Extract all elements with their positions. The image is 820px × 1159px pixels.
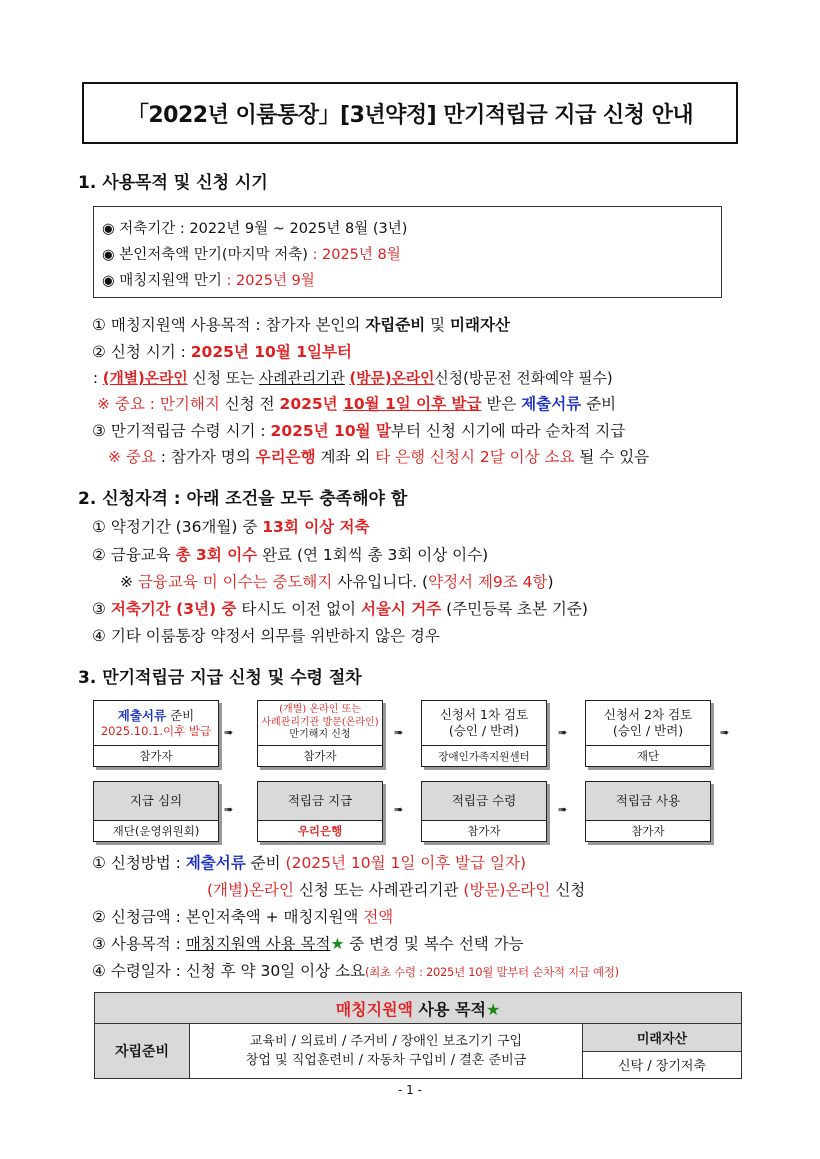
text: 부터 신청 시기에 따라 순차적 지급 xyxy=(390,422,626,440)
item-number: ① xyxy=(92,854,106,872)
s1-item-1 xyxy=(92,313,510,335)
item-number: ④ xyxy=(92,962,106,980)
period-row-matching-value: : 2025년 9월 xyxy=(226,273,315,289)
text: 교육비 / 의료비 / 주거비 / 장애인 보조기기 구입 xyxy=(249,1033,523,1049)
arrow-right-icon: ➠ xyxy=(720,726,730,739)
text: 지급 심의 xyxy=(129,793,183,809)
text: 매칭지원액 사용목적 : 참가자 본인의 xyxy=(110,316,366,334)
text: 신청(방문전 전화예약 필수) xyxy=(434,370,613,387)
text: 13회 이상 저축 xyxy=(262,518,370,536)
text: ) xyxy=(547,573,554,591)
star-icon: ★ xyxy=(330,935,345,953)
future-label: 미래자산 xyxy=(583,1024,742,1052)
text: 계좌 외 xyxy=(315,448,376,466)
arrow-right-icon: ➠ xyxy=(394,803,404,816)
s3-item-1 xyxy=(92,851,526,873)
text: 약정서 제9조 4항 xyxy=(428,573,548,591)
text: (승인 / 반려) xyxy=(448,723,520,738)
flow-step-top xyxy=(258,782,382,821)
s2-item-2 xyxy=(92,543,488,565)
section-2-heading: 2. 신청자격 : 아래 조건을 모두 충족해야 함 xyxy=(78,489,408,509)
text: 신청서 1차 검토 xyxy=(439,707,529,723)
period-row-own-label: 본인저축액 만기(마지막 저축) xyxy=(119,247,313,263)
text: : 참가자 명의 xyxy=(155,448,256,466)
flow-step-use xyxy=(585,781,711,842)
item-number: ① xyxy=(92,316,106,334)
flow-step-actor: 재단(운영위원회) xyxy=(112,824,200,838)
item-number: ③ xyxy=(92,422,106,440)
text: 사례관리기관 방문(온라인) xyxy=(261,716,379,728)
flow-step-actor: 참가자 xyxy=(303,749,337,763)
text: 타 은행 신청시 2달 이상 소요 xyxy=(375,448,575,466)
title-text: 「2022년 이룸통장」[3년약정] 만기적립금 지급 신청 안내 xyxy=(126,102,694,128)
row-label: 자립준비 xyxy=(95,1024,190,1079)
text: (개별) 온라인 또는 xyxy=(279,704,361,716)
text: 제출서류 xyxy=(521,395,582,413)
flow-step-payment-review xyxy=(93,781,219,842)
section-3-heading: 3. 만기적립금 지급 신청 및 수령 절차 xyxy=(78,668,362,688)
text: 중 변경 및 복수 선택 가능 xyxy=(344,935,524,953)
flow-step-actor: 재단 xyxy=(636,749,660,763)
flow-step-top xyxy=(586,782,710,821)
flow-step-apply-cancel xyxy=(257,700,383,767)
purpose-table xyxy=(94,992,742,1079)
text: 신청방법 : xyxy=(110,854,186,872)
flow-step-actor: 참가자 xyxy=(467,824,501,838)
text: : xyxy=(93,370,103,387)
section-1-heading: 1. 사용목적 및 신청 시기 xyxy=(78,173,268,193)
period-row-savings-text: 저축기간 : 2022년 9월 ~ 2025년 8월 (3년) xyxy=(119,221,408,237)
text: (방문)온라인 xyxy=(463,881,551,899)
text: 2025년 10월 말 xyxy=(270,422,391,440)
text: 2025년 10월 1일부터 xyxy=(190,343,352,361)
text: 제출서류 xyxy=(185,854,246,872)
text: (최초 수령 : 2025년 10월 말부터 순차적 지급 예정) xyxy=(364,965,619,979)
text: ※ 중요 xyxy=(108,448,156,466)
text: 준비 xyxy=(581,395,617,413)
row-items xyxy=(190,1024,583,1079)
flow-step-actor: 장애인가족지원센터 xyxy=(438,750,530,763)
item-number: ④ xyxy=(92,627,106,645)
text: 사용목적 : xyxy=(110,935,186,953)
text: 매칭지원액 xyxy=(335,999,413,1019)
item-number: ③ xyxy=(92,935,106,953)
arrow-right-icon: ➠ xyxy=(394,726,404,739)
text: 수령일자 : 신청 후 약 30일 이상 소요 xyxy=(110,962,365,980)
s1-item-3 xyxy=(92,419,625,441)
arrow-right-icon: ➠ xyxy=(558,803,568,816)
text: 사용 목적 xyxy=(412,999,486,1019)
flow-step-top xyxy=(258,701,382,746)
text: 타시도 이전 없이 xyxy=(236,600,361,618)
text: 금융교육 미 이수는 중도해지 xyxy=(137,573,333,591)
text: 10월 1일 이후 발급 xyxy=(343,395,482,413)
text: 금융교육 xyxy=(110,546,176,564)
table-row xyxy=(95,1024,742,1052)
s1-item-2 xyxy=(92,340,352,362)
text: 적립금 사용 xyxy=(615,793,681,809)
text: 미래자산 xyxy=(450,316,510,334)
text: 기타 이룸통장 약정서 의무를 위반하지 않은 경우 xyxy=(110,627,440,645)
flow-step-actor: 참가자 xyxy=(631,824,665,838)
text: (개별)온라인 xyxy=(207,881,294,899)
text: 및 xyxy=(425,316,451,334)
period-row-own-value: : 2025년 8월 xyxy=(312,247,401,263)
text: 자립준비 xyxy=(365,316,426,334)
period-row-own-maturity xyxy=(102,243,401,264)
flow-step-prepare-documents xyxy=(93,700,219,767)
s3-item-2 xyxy=(92,905,393,927)
text: (승인 / 반려) xyxy=(612,723,684,738)
s1-note-1 xyxy=(97,392,616,414)
flow-step-top xyxy=(422,782,546,821)
s3-item-3 xyxy=(92,932,524,954)
table-header xyxy=(95,993,742,1024)
flow-step-actor: 우리은행 xyxy=(297,824,343,838)
period-row-savings xyxy=(102,217,407,238)
text: (방문)온라인 xyxy=(349,370,435,387)
period-box xyxy=(93,206,722,298)
text: (주민등록 초본 기준) xyxy=(441,600,588,618)
flow-step-top xyxy=(422,701,546,746)
text: 완료 (연 1회씩 총 3회 이상 이수) xyxy=(257,546,489,564)
text: 매칭지원액 사용 목적 xyxy=(185,935,331,953)
item-number: ② xyxy=(92,908,106,926)
s2-item-4 xyxy=(92,624,440,646)
text: 제출서류 xyxy=(117,708,167,723)
period-row-matching-maturity xyxy=(102,269,315,290)
text: 준비 xyxy=(166,708,195,723)
text xyxy=(118,708,194,724)
text: 신청 또는 xyxy=(187,370,259,387)
flow-step-top xyxy=(586,701,710,746)
flow-step-payment xyxy=(257,781,383,842)
item-number: ② xyxy=(92,343,106,361)
item-number: ③ xyxy=(92,600,106,618)
text: 사례관리기관 xyxy=(259,370,345,387)
text: 우리은행 xyxy=(255,448,316,466)
text: 저축기간 (3년) 중 xyxy=(110,600,237,618)
text: 만기적립금 수령 시기 : xyxy=(110,422,271,440)
text: 만기해지 신청 xyxy=(289,729,351,741)
text: 총 3회 이수 xyxy=(175,546,258,564)
s3-item-1-detail xyxy=(207,878,585,900)
text: ※ xyxy=(120,573,138,591)
text: 적립금 수령 xyxy=(451,793,517,809)
bullet-icon: ◉ xyxy=(102,221,115,237)
table-header-row xyxy=(95,993,742,1024)
flow-step-second-review xyxy=(585,700,711,767)
bullet-icon: ◉ xyxy=(102,273,115,289)
text: 신청금액 : 본인저축액 + 매칭지원액 xyxy=(110,908,364,926)
period-row-matching-label: 매칭지원액 만기 xyxy=(119,273,227,289)
flow-step-actor: 참가자 xyxy=(139,749,173,763)
text: 신청 xyxy=(550,881,586,899)
flow-step-receive xyxy=(421,781,547,842)
text: 신청 전 xyxy=(224,395,280,413)
s3-item-4 xyxy=(92,959,619,981)
page-title xyxy=(82,82,738,144)
text: 받은 xyxy=(481,395,522,413)
s1-note-2 xyxy=(108,445,649,467)
arrow-right-icon: ➠ xyxy=(558,726,568,739)
s2-note-1 xyxy=(120,570,554,592)
text: ※ 중요 : 만기해지 xyxy=(97,395,225,413)
item-number: ① xyxy=(92,518,106,536)
text: 약정기간 (36개월) 중 xyxy=(110,518,263,536)
s2-item-3 xyxy=(92,597,588,619)
text: 전액 xyxy=(363,908,394,926)
arrow-right-icon: ➠ xyxy=(224,803,234,816)
text: 서울시 거주 xyxy=(360,600,442,618)
s2-item-1 xyxy=(92,515,370,537)
text: 2025.10.1.이후 발급 xyxy=(100,723,212,738)
text: 창업 및 직업훈련비 / 자동차 구입비 / 결혼 준비금 xyxy=(245,1053,527,1068)
page-number: - 1 - xyxy=(398,1083,422,1097)
text: 사유입니다. ( xyxy=(332,573,429,591)
item-number: ② xyxy=(92,546,106,564)
text: 준비 xyxy=(245,854,286,872)
text: 2025년 xyxy=(279,395,344,413)
text: (2025년 10월 1일 이후 발급 일자) xyxy=(285,854,527,872)
flow-step-top xyxy=(94,782,218,821)
future-items: 신탁 / 장기저축 xyxy=(583,1051,742,1079)
star-icon: ★ xyxy=(485,999,501,1019)
text: (개별)온라인 xyxy=(102,370,188,387)
text: 될 수 있음 xyxy=(574,448,650,466)
arrow-right-icon: ➠ xyxy=(224,726,234,739)
text: 신청서 2차 검토 xyxy=(603,707,693,723)
text: 신청 시기 : xyxy=(110,343,191,361)
text: 적립금 지급 xyxy=(287,793,353,809)
text: 신청 또는 사례관리기관 xyxy=(293,881,464,899)
s1-item-2-detail xyxy=(93,367,613,388)
flow-step-top xyxy=(94,701,218,746)
flow-step-first-review xyxy=(421,700,547,767)
bullet-icon: ◉ xyxy=(102,247,115,263)
